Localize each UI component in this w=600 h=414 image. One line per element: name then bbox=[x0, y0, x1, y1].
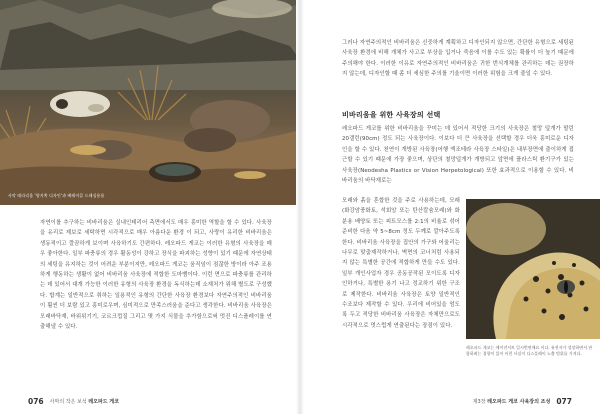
left-footer bbox=[28, 395, 119, 407]
running-title-bold-right: 레오파드 게코 사육장의 조성 bbox=[487, 398, 551, 405]
running-title-prefix-right: 제3장 bbox=[472, 398, 486, 405]
running-title-prefix-left: 사막의 작은 보석 bbox=[49, 398, 87, 405]
right-intro-text: 그러나 자연주의적인 비바리움은 신중하게 계획하고 디자인되지 않으면, 간단한 유형으로 세팅된 사육장 환경에 비해 개체가 사고로 부상을 입거나 죽음에 이를 수도 있는 확률이 더 높기 때문에 주의해야 한다. 이러한 이유로 자연주의적인 비바리움은 귀한 번식개체를 관리하는 데는 권장하지 않는데, 디자인할 때 좀 더 세심한 주의를 기울이면 이러한 위험을 크게 줄일 수 있다. bbox=[342, 40, 574, 78]
gecko-illustration bbox=[466, 199, 600, 339]
page-number-right: 077 bbox=[556, 396, 572, 406]
right-footer bbox=[473, 395, 572, 407]
running-title-bold-left: 레오파드 게코 bbox=[88, 398, 119, 405]
section-heading: 비바리움을 위한 사육장의 선택 bbox=[342, 111, 441, 119]
terrarium-illustration bbox=[0, 0, 300, 205]
left-body-text: 자연이를 추구하는 비바리움은 실내인테리어 측면에서도 매우 흥미한 역할을 할 수 있다. 사육장을 유리로 제보로 세탁하면 시각적으로 매우 아름다운 환경 이 되고, 사랑이 유리한 비바리움은 생동적이고 깔끔하게 보이며 사육하기도 간편하다. 레오파드 게코는 이러한 유형의 사육장을 매우 좋아한다. 일부 파충류의 경우 활동성이 강하고 장식을 파괴하는 성향이 있기 때문에 자연상태의 세팅을 유지하는 것이 어려운 부분이지만, 레오파드 게코는 움직임이 점잖한 방이라 아주 조용하게 행동하는 생활이 없어 비바리움 사육장에 적합한 도마뱀이다. 이런 면으로 파충류를 관리하는 데 있어서 대개 가능한 이러한 유형의 사육장 환경을 독식하는데 소재처가 위해 별도로 구성했다. 합계는 일반적으로 취하는 일용적인 유형의 간단한 사육장 환경보다 자연주의적인 비바리움이 훨씬 더 보람 있고 흥미로우며, 심미적으로 만족스러움을 준다고 생각한다. 비바리움 사육장은 모래바닥재, 바위위기기, 코르크껍질 그리고 몇 가지 식물을 추가함으로써 멋진 디스플레이를 연출해낼 수 있다. bbox=[40, 220, 272, 331]
terrarium-photo-caption: 사막 테라리움 '양지쪽 디자인'과 베레이클 드레싱용품 bbox=[8, 193, 105, 198]
gecko-photo-caption: 레오파드 게코는 에이전서트 일시번연에요 이다. 유전자가 성장하면서 관함하려는 경향이 있어 이런 사실이 디스플레이 노출 범위를 가져다. bbox=[466, 345, 593, 356]
gecko-photo bbox=[466, 199, 600, 339]
terrarium-photo bbox=[0, 0, 300, 205]
page-number-left: 076 bbox=[28, 396, 44, 406]
right-main-text: 레오파드 게코를 위한 비바리움을 꾸미는 데 있어서 적당한 크기의 사육장은 철망 덮개가 딸린 20갤런(90cm) 정도 되는 사육장이다. 이보다 더 큰 사육장을 선택할 경우 더욱 흥미로운 디자인을 할 수 있다. 천연이 개방된 사육장(어행 엑조테라 사육장 스타일)은 내부장면에 출이하게 접근할 수 있기 때문에 가장 좋으며, 상단의 철망덮개가 개방되고 앞면에 플라스틱 환기구가 있는 사육장(Neodesha Plastics or Vision Herpetological) 또한 효과적으로 이용할 수 있다. 비바리움의 바닥재로는 bbox=[342, 126, 574, 185]
right-column-text: 모래와 흙을 혼합한 것을 주로 사용하는데, 모래(화강암풍화토, 석회암 또는 탄산칼슘모래)와 화분용 배양토 또는 피트모스를 2:1의 비율로 섞어 준비한 다음 약 5~8cm 정도 두께로 깔아주도록 한다. 비바리움 사육장을 집안의 가구와 어울리는 나무로 맞춤제작하거나, 벽면의 코너처럼 사용되지 않는 특별한 공간에 적합하게 만들 수도 있다. 일부 개인사업자 경우 공동공작된 모이도록 디자인하거나, 특별한 용기 나고 정교하기 위한 구조로 제작한다. 비바리움 사육장은 토양 일반적인 수조보다 제작할 수 있다. 우리에 비어있을 엄도록 두고 적당한 비바리움 사육장은 자체만으로도 시각적으로 멋스럽게 연출된다는 장점이 있다. bbox=[342, 198, 460, 329]
